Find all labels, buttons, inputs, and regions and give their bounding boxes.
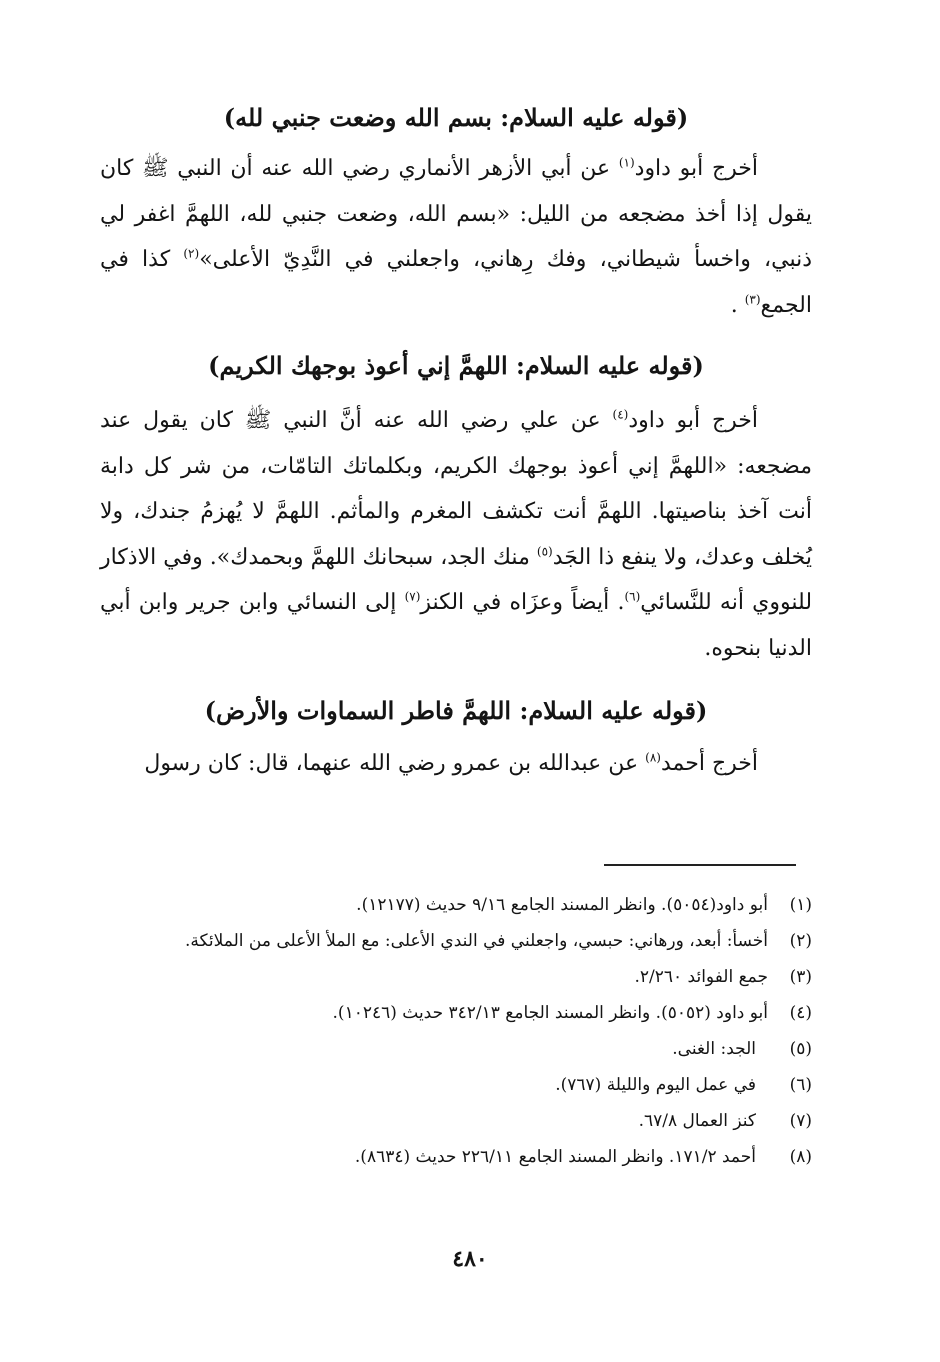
text-run: عن عبدالله بن عمرو رضي الله عنهما، قال: كان رسول <box>144 751 646 776</box>
text-run: عن علي رضي الله عنه أنَّ النبي ﷺ كان يقول عند مضجعه: «اللهمَّ إني أعوذ بوجهك الكريم، وبكلماتك التامّات، من شر كل دابة أنت آخذ بناصيتها. اللهمَّ أنت تكشف المغرم والمأثم. اللهمَّ لا يُهزمُ جندك، ولا يُخلف وعدك، ولا ينفع ذا الجَد <box>100 408 812 570</box>
text-run: أخرج أبو داود <box>634 156 759 181</box>
section-heading: (قوله عليه السلام: اللهمَّ فاطر السماوات والأرض) <box>204 696 708 725</box>
footnote-ref[interactable]: (٦) <box>624 589 641 604</box>
footnote-text: جمع الفوائد ٢/٢٦٠. <box>634 967 768 987</box>
text-run: منك الجد، سبحانك اللهمَّ وبحمدك». وفي الاذكار للنووي أنه للنَّسائي <box>100 544 813 615</box>
main-text <box>100 96 812 787</box>
text-run: أخرج أحمد <box>660 751 758 776</box>
section-paragraph <box>100 146 812 328</box>
footnote-number: (١) <box>789 895 812 915</box>
footnote-number: (٣) <box>789 967 812 987</box>
footnote-separator <box>604 864 796 866</box>
footnote-item <box>100 962 812 992</box>
footnote-number: (٢) <box>789 931 812 951</box>
footnote-item <box>100 890 812 920</box>
footnote-item <box>100 926 812 956</box>
text-run: كذا في الجمع <box>100 247 812 318</box>
page-number: ٤٨٠ <box>452 1246 488 1272</box>
footnote-item <box>100 1034 812 1064</box>
footnote-ref[interactable]: (٨) <box>645 750 661 765</box>
footnote-ref[interactable]: (٥) <box>536 544 553 559</box>
text-run: عن أبي الأزهر الأنماري رضي الله عنه أن النبي ﷺ كان يقول إذا أخذ مضجعه من الليل: «بسم الله، وضعت جنبي لله، اللهمَّ اغفر لي ذنبي، واخسأ شيطاني، وفك رِهاني، واجعلني في النَّدِيّ الأعلى» <box>100 156 812 272</box>
footnote-text: أخسأ: أبعد، ورهاني: حبسي، واجعلني في الندي الأعلى: مع الملأ الأعلى من الملائكة. <box>184 931 768 951</box>
footnote-ref[interactable]: (٢) <box>183 246 200 261</box>
footnote-text: أبو داود (٥٠٥٢). وانظر المسند الجامع ٣٤٢/١٣ حديث (١٠٢٤٦). <box>332 1003 768 1023</box>
footnote-number: (٤) <box>789 1003 812 1023</box>
section-paragraph <box>100 741 812 787</box>
footnote-item <box>100 1142 812 1172</box>
footnote-number: (٨) <box>789 1147 812 1167</box>
footnote-ref[interactable]: (٧) <box>404 589 421 604</box>
section-paragraph <box>100 398 812 671</box>
footnote-text: أحمد ١٧١/٢. وانظر المسند الجامع ٢٢٦/١١ حديث (٨٦٣٤). <box>354 1147 756 1167</box>
text-run: أخرج أبو داود <box>628 408 758 433</box>
footnote-number: (٥) <box>789 1039 812 1059</box>
footnote-text: في عمل اليوم والليلة (٧٦٧). <box>555 1075 756 1095</box>
text-run: . أيضاً وعزَاه في الكنز <box>420 590 625 615</box>
footnote-ref[interactable]: (٤) <box>612 407 629 422</box>
footnote-item <box>100 998 812 1028</box>
footnote-text: كنز العمال ٦٧/٨. <box>638 1111 756 1131</box>
footnote-ref[interactable]: (١) <box>618 155 635 170</box>
section-heading: (قوله عليه السلام: بسم الله وضعت جنبي لله) <box>223 103 689 132</box>
footnote-number: (٦) <box>789 1075 812 1095</box>
text-run: إلى النسائي وابن جرير وابن أبي الدنيا بنحوه. <box>100 590 812 661</box>
text-run: . <box>730 292 745 318</box>
footnote-item <box>100 1106 812 1136</box>
footnote-text: الجد: الغنى. <box>672 1039 756 1059</box>
footnote-item <box>100 1070 812 1100</box>
footnotes <box>100 890 812 1178</box>
footnote-ref[interactable]: (٣) <box>744 292 761 307</box>
section-heading: (قوله عليه السلام: اللهمَّ إني أعوذ بوجهك الكريم) <box>208 351 704 380</box>
footnote-text: أبو داود(٥٠٥٤). وانظر المسند الجامع ٩/١٦ حديث (١٢١٧٧). <box>356 895 768 915</box>
footnote-number: (٧) <box>789 1111 812 1131</box>
